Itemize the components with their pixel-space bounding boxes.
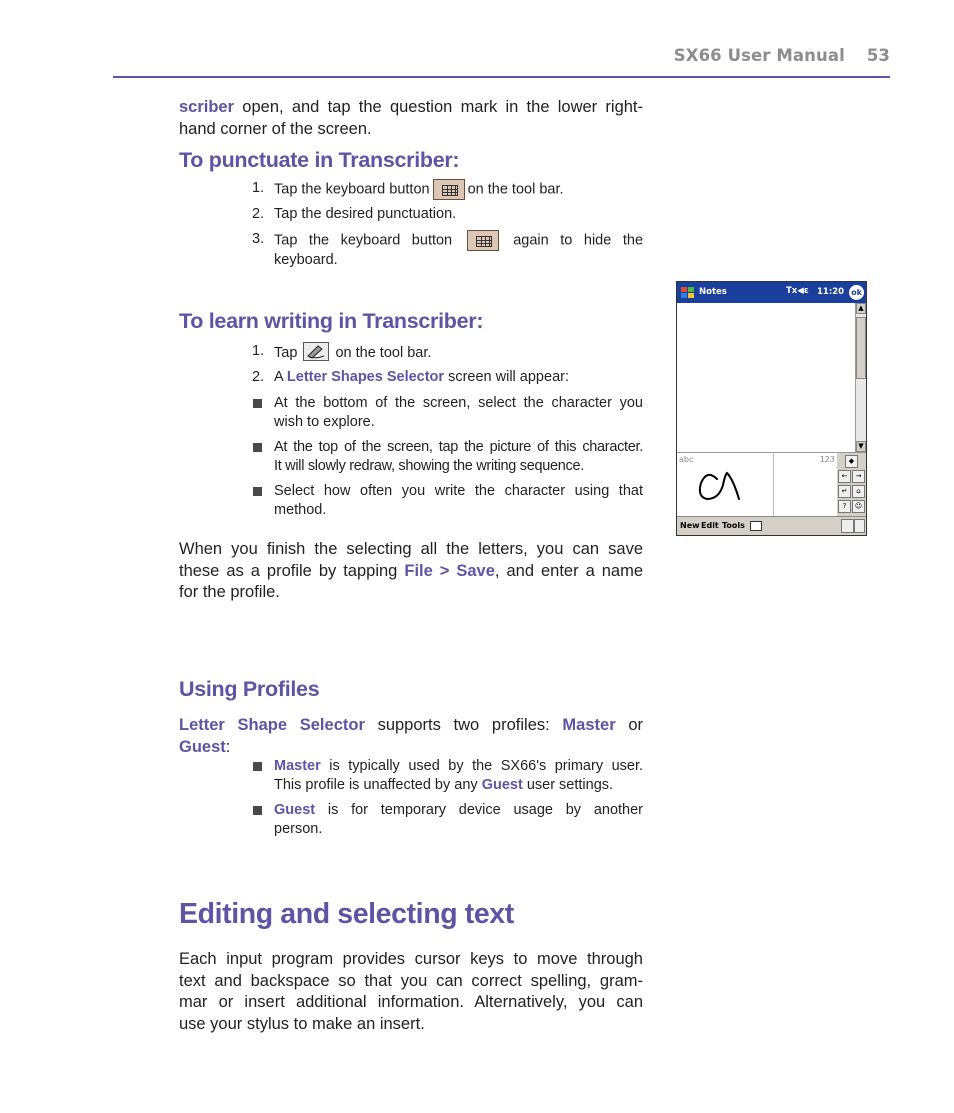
start-menu-icon [680, 285, 695, 300]
bullet-square-icon [253, 399, 262, 408]
list-item: 2. Tap the desired punctuation. [252, 206, 457, 222]
profiles-intro: Letter Shape Selector supports two profiles: Master or Guest: [179, 716, 643, 756]
bullet-square-icon [253, 443, 262, 452]
bullet-item: Select how often you write the character using that method. [252, 482, 643, 520]
bullet-square-icon [253, 806, 262, 815]
transcriber-pen-icon [841, 519, 854, 533]
scroll-thumb [856, 317, 866, 379]
file-save-link: File > Save [404, 561, 495, 580]
list-item: 3. Tap the keyboard button again to hide the keyboard. [252, 231, 644, 268]
pda-side-keys [837, 452, 866, 516]
bullet-item: Master is typically used by the SX66's primary user. This profile is unaffected by any Guest user settings. [252, 757, 643, 795]
scroll-down-icon: ▼ [856, 441, 866, 452]
bullet-square-icon [253, 487, 262, 496]
page-number: 53 [866, 46, 890, 65]
keyboard-icon [750, 521, 762, 531]
intro-paragraph: scriber open, and tap the question mark in the lower right- hand corner of the screen. [179, 98, 643, 138]
bullet-item: At the bottom of the screen, select the character you wish to explore. [252, 394, 643, 432]
bullet-item: At the top of the screen, tap the picture of this character. It will slowly redraw, showing the writing sequence. [252, 438, 643, 476]
key-icon: ← [838, 470, 851, 483]
num-label: 123 [819, 455, 835, 464]
pda-notes-area [677, 303, 855, 452]
letter-shapes-selector-link: Letter Shapes Selector [286, 369, 445, 385]
ok-button: ok [849, 285, 864, 300]
list-item: 2. A Letter Shapes Selector screen will appear: [252, 369, 569, 385]
editing-paragraph: Each input program provides cursor keys to move through text and backspace so that you can correct spelling, gram- mar or insert additional information. Alternatively, you can use your stylus to make an insert. [179, 950, 643, 1033]
abc-label: abc [679, 455, 694, 464]
keyboard-button-icon [467, 230, 499, 251]
menu-new: New [680, 521, 700, 530]
device-screenshot [676, 281, 867, 536]
heading-editing-selecting: Editing and selecting text [179, 898, 514, 930]
pda-menu-bar [677, 516, 866, 535]
heading-punctuate: To punctuate in Transcriber: [179, 148, 460, 172]
signal-volume-icon: Tx◀ε [786, 286, 809, 296]
letter-shape-selector-icon [303, 342, 329, 361]
header-title: SX66 User Manual 53 [673, 46, 890, 65]
key-icon: ↵ [838, 485, 851, 498]
key-icon: ⌂ [852, 485, 865, 498]
menu-edit: Edit [701, 521, 719, 530]
heading-learn-writing: To learn writing in Transcriber: [179, 309, 484, 333]
scroll-up-icon: ▲ [856, 303, 866, 314]
key-icon: ◆ [845, 455, 858, 468]
keyboard-button-icon [433, 179, 465, 200]
key-icon: ☺ [852, 500, 865, 513]
pda-scrollbar [855, 303, 866, 452]
list-item: 1. Tap the keyboard button on the tool bar. [252, 179, 643, 200]
menu-tools: Tools [722, 521, 745, 530]
bullet-item: Guest is for temporary device usage by another person. [252, 801, 643, 839]
pda-writing-area [677, 452, 837, 516]
key-icon: → [852, 470, 865, 483]
bullet-square-icon [253, 762, 262, 771]
handwritten-letter-a [695, 461, 755, 506]
finish-paragraph: When you finish the selecting all the letters, you can save these as a profile by tapping File > Save, and enter a name for the profile. [179, 540, 644, 602]
pda-app-title: Notes [699, 287, 727, 297]
input-arrow-icon [854, 519, 865, 533]
pda-title-bar [677, 282, 866, 303]
list-item: 1. Tap on the tool bar. [252, 343, 432, 361]
intro-highlight: scriber [179, 98, 235, 116]
key-icon: ? [838, 500, 851, 513]
page-header [113, 44, 890, 78]
heading-using-profiles: Using Profiles [179, 677, 320, 701]
pda-clock: 11:20 [817, 287, 845, 297]
